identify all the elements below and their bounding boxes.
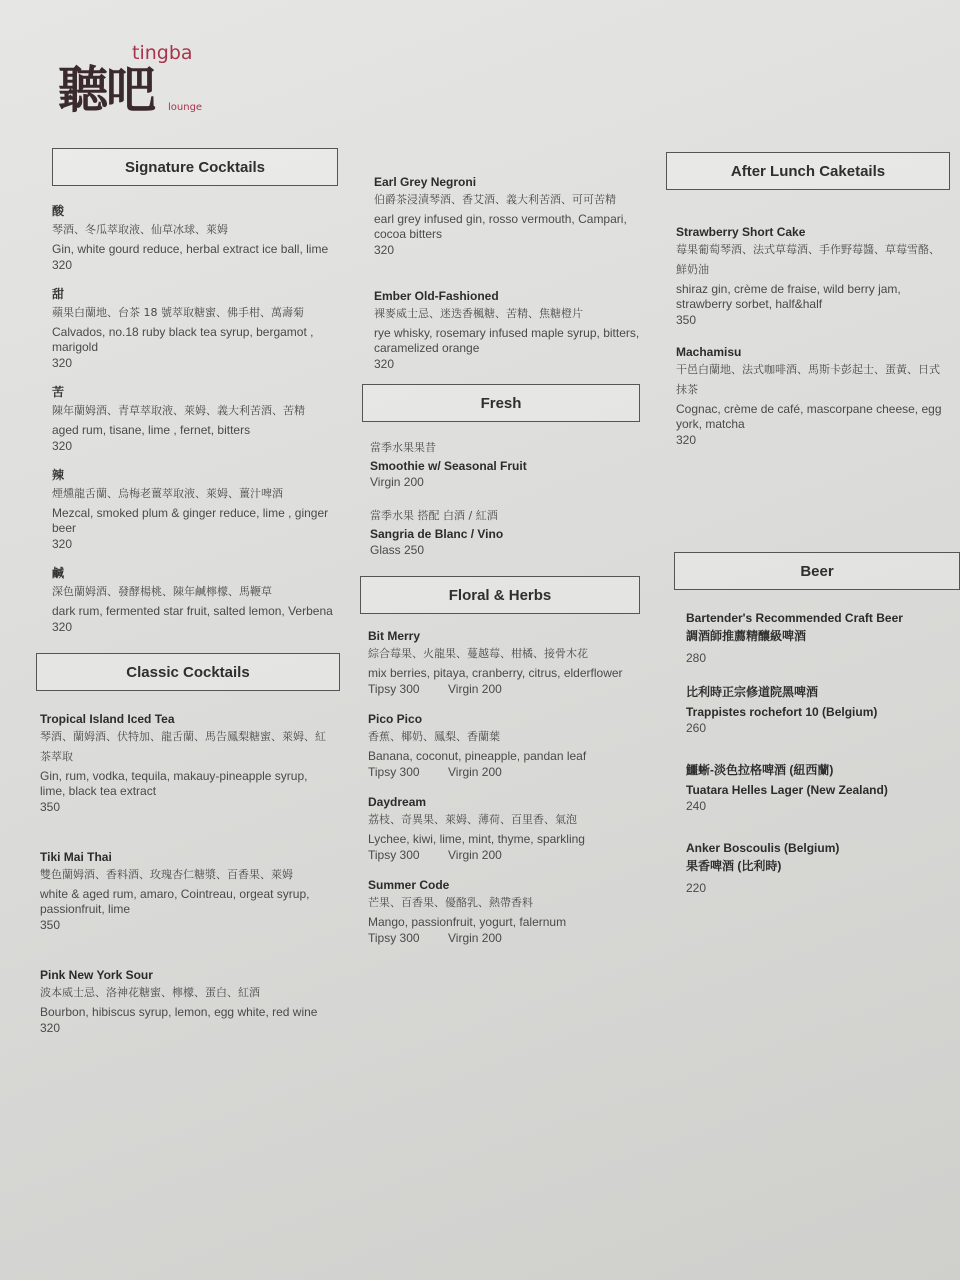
item-english: mix berries, pitaya, cranberry, citrus, elderflower [368, 666, 623, 680]
item-name: Bit Merry [368, 629, 421, 643]
item-price: 320 [52, 620, 73, 634]
item-english: earl grey infused gin, rosso vermouth, Campari, cocoa bitters [374, 212, 627, 241]
logo-subtitle: lounge [168, 102, 203, 113]
item-subname: 調酒師推薦精釀級啤酒 [686, 629, 807, 643]
item-english: Mezcal, smoked plum & ginger reduce, lime , ginger beer [52, 506, 329, 535]
signature-cocktails-header: Signature Cocktails [52, 148, 338, 186]
item-english: Banana, coconut, pineapple, pandan leaf [368, 749, 587, 763]
item-price: 320 [40, 1021, 61, 1035]
item-price: 320 [52, 537, 73, 551]
item-chinese: 當季水果 搭配 白酒 / 紅酒 [370, 509, 498, 522]
item-price: 320 [374, 357, 395, 371]
beer-header: Beer [674, 552, 960, 590]
classic-cocktails-header: Classic Cocktails [36, 653, 340, 691]
item-price: 320 [52, 439, 73, 453]
item-english: shiraz gin, crème de fraise, wild berry jam, strawberry sorbet, half&half [676, 282, 901, 311]
list-item [52, 383, 340, 454]
item-price: 320 [374, 243, 395, 257]
list-item [40, 711, 336, 815]
item-chinese: 綜合莓果、火龍果、蔓越莓、柑橘、接骨木花 [368, 647, 588, 660]
item-price: 240 [686, 799, 707, 813]
list-item [374, 174, 640, 258]
item-name: Pico Pico [368, 712, 423, 726]
item-chinese: 深色蘭姆酒、發酵楊桃、陳年鹹檸檬、馬鞭草 [52, 585, 272, 598]
tingba-logo [58, 36, 238, 126]
list-item [40, 849, 336, 933]
tipsy-price: Tipsy 300 [368, 848, 420, 862]
fresh-list [360, 438, 650, 558]
item-price [368, 681, 640, 697]
virgin-price: Virgin 200 [448, 848, 502, 862]
item-subname: 果香啤酒 (比利時) [686, 859, 782, 873]
item-price [368, 764, 640, 780]
list-item [370, 506, 650, 558]
virgin-price: Virgin 200 [448, 765, 502, 779]
item-chinese: 香蕉、椰奶、鳳梨、香蘭葉 [368, 730, 500, 743]
item-chinese: 琴酒、冬瓜萃取液、仙草冰球、萊姆 [52, 223, 228, 236]
item-chinese: 荔枝、奇異果、萊姆、薄荷、百里香、氣泡 [368, 813, 577, 826]
list-item [370, 438, 650, 490]
item-chinese: 煙燻龍舌蘭、烏梅老薑萃取液、萊姆、薑汁啤酒 [52, 487, 283, 500]
taste-label: 酸 [52, 204, 65, 218]
virgin-price: Virgin 200 [448, 931, 502, 945]
item-price [368, 930, 640, 946]
list-item [52, 564, 340, 635]
list-item [374, 288, 640, 372]
item-name: Smoothie w/ Seasonal Fruit [370, 459, 527, 473]
item-price [368, 847, 640, 863]
item-name: Pink New York Sour [40, 968, 153, 982]
item-name: 比利時正宗修道院黑啤酒 [686, 685, 819, 699]
item-english: dark rum, fermented star fruit, salted lemon, Verbena [52, 604, 333, 618]
item-price: Glass 250 [370, 543, 425, 557]
item-chinese: 伯爵茶浸漬琴酒、香艾酒、義大利苦酒、可可苦精 [374, 193, 616, 206]
item-name: Anker Boscoulis (Belgium) [686, 841, 840, 855]
item-english: white & aged rum, amaro, Cointreau, orgeat syrup, passionfruit, lime [40, 887, 310, 916]
taste-label: 鹹 [52, 566, 65, 580]
item-name: 鱷蜥-淡色拉格啤酒 (紐西蘭) [686, 763, 834, 777]
list-item [686, 762, 952, 814]
item-price: 260 [686, 721, 707, 735]
item-english: Cognac, crème de café, mascorpane cheese, egg york, matcha [676, 402, 942, 431]
logo-english: tingba [132, 42, 193, 64]
list-item [686, 610, 952, 666]
taste-label: 苦 [52, 385, 65, 399]
item-price: 350 [40, 800, 61, 814]
item-name: Strawberry Short Cake [676, 225, 806, 239]
item-subname: Trappistes rochefort 10 (Belgium) [686, 705, 878, 719]
floral-herbs-header: Floral & Herbs [360, 576, 640, 614]
beer-list [666, 610, 960, 896]
item-chinese: 陳年蘭姆酒、青草萃取液、萊姆、義大利苦酒、苦精 [52, 404, 305, 417]
column-middle [360, 170, 650, 946]
item-english: Bourbon, hibiscus syrup, lemon, egg white, red wine [40, 1005, 318, 1019]
item-english: Mango, passionfruit, yogurt, falernum [368, 915, 567, 929]
item-english: rye whisky, rosemary infused maple syrup, bitters, caramelized orange [374, 326, 640, 355]
virgin-price: Virgin 200 [448, 682, 502, 696]
fresh-header: Fresh [362, 384, 640, 422]
list-item [676, 224, 950, 328]
item-chinese: 當季水果果昔 [370, 441, 436, 454]
logo-chinese: 聽吧 [58, 60, 154, 119]
item-name: Bartender's Recommended Craft Beer [686, 611, 903, 625]
item-chinese: 琴酒、蘭姆酒、伏特加、龍舌蘭、馬告鳳梨糖蜜、萊姆、紅茶萃取 [40, 730, 326, 763]
floral-list [360, 628, 650, 946]
item-subname: Tuatara Helles Lager (New Zealand) [686, 783, 888, 797]
item-name: Earl Grey Negroni [374, 175, 477, 189]
list-item [52, 285, 340, 371]
col2-top-list [360, 174, 650, 372]
column-left [36, 148, 346, 1036]
item-english: Gin, rum, vodka, tequila, makauy-pineapple syrup, lime, black tea extract [40, 769, 308, 798]
item-english: aged rum, tisane, lime , fernet, bitters [52, 423, 251, 437]
item-name: Ember Old-Fashioned [374, 289, 499, 303]
list-item [686, 840, 952, 896]
item-name: Tiki Mai Thai [40, 850, 112, 864]
item-price: 280 [686, 651, 707, 665]
item-price: Virgin 200 [370, 475, 424, 489]
list-item [40, 967, 336, 1036]
item-price: 320 [52, 356, 73, 370]
list-item [52, 466, 340, 552]
taste-label: 辣 [52, 468, 65, 482]
item-chinese: 裸麥威士忌、迷迭香楓糖、苦精、焦糖橙片 [374, 307, 583, 320]
item-chinese: 莓果葡萄琴酒、法式草莓酒、手作野莓醬、草莓雪酪、鮮奶油 [676, 243, 940, 276]
item-name: Tropical Island Iced Tea [40, 712, 175, 726]
list-item [368, 628, 640, 697]
after-lunch-caketails-header: After Lunch Caketails [666, 152, 950, 190]
after-lunch-list [666, 224, 960, 448]
item-english: Calvados, no.18 ruby black tea syrup, bergamot , marigold [52, 325, 314, 354]
list-item [368, 711, 640, 780]
item-chinese: 蘋果白蘭地、台茶 18 號萃取糖蜜、佛手柑、萬壽菊 [52, 306, 304, 319]
list-item [676, 344, 950, 448]
list-item [368, 794, 640, 863]
item-price: 320 [676, 433, 697, 447]
item-price: 350 [40, 918, 61, 932]
item-name: Summer Code [368, 878, 450, 892]
list-item [686, 684, 952, 736]
item-name: Daydream [368, 795, 427, 809]
item-name: Sangria de Blanc / Vino [370, 527, 504, 541]
classic-list [36, 711, 346, 1036]
item-chinese: 干邑白蘭地、法式咖啡酒、馬斯卡彭起士、蛋黃、日式抹茶 [676, 363, 940, 396]
item-name: Machamisu [676, 345, 742, 359]
signature-list [36, 202, 346, 635]
item-price: 220 [686, 881, 707, 895]
item-price: 350 [676, 313, 697, 327]
tipsy-price: Tipsy 300 [368, 682, 420, 696]
item-chinese: 波本威士忌、洛神花糖蜜、檸檬、蛋白、紅酒 [40, 986, 260, 999]
item-chinese: 雙色蘭姆酒、香料酒、玫瑰杏仁糖漿、百香果、萊姆 [40, 868, 293, 881]
item-chinese: 芒果、百香果、優酪乳、熱帶香料 [368, 896, 533, 909]
item-english: Gin, white gourd reduce, herbal extract ice ball, lime [52, 242, 329, 256]
item-english: Lychee, kiwi, lime, mint, thyme, sparkling [368, 832, 585, 846]
list-item [368, 877, 640, 946]
taste-label: 甜 [52, 287, 65, 301]
list-item [52, 202, 340, 273]
tipsy-price: Tipsy 300 [368, 765, 420, 779]
column-right [666, 152, 960, 896]
item-price: 320 [52, 258, 73, 272]
tipsy-price: Tipsy 300 [368, 931, 420, 945]
